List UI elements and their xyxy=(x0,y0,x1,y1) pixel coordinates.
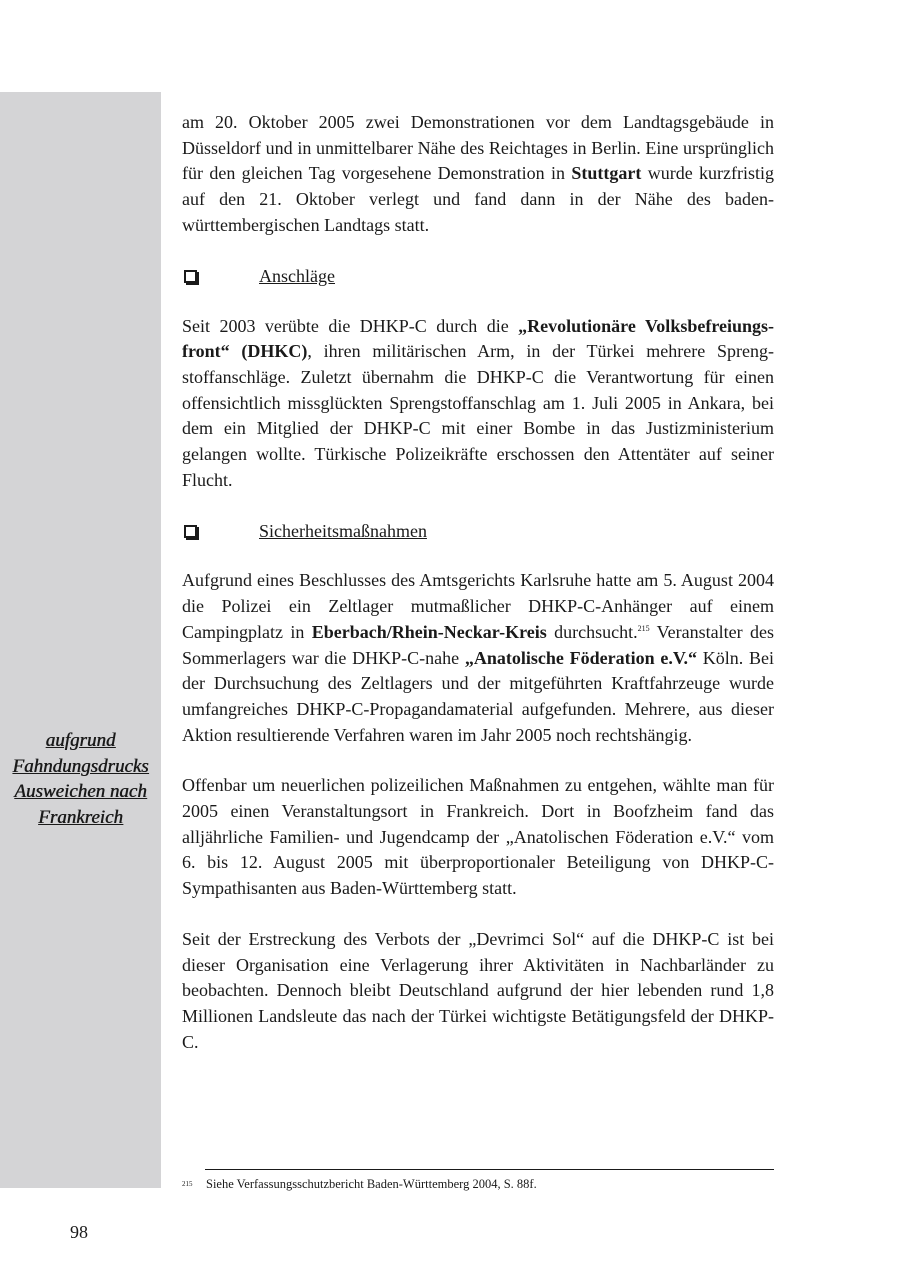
paragraph-anschlaege: Seit 2003 verübte die DHKP-C durch die „Revolutionäre Volksbefreiungsfront“ (DHKC), ihren militärischen Arm, in der Türkei mehrere Sprengstoffanschläge. Zuletzt übernahm die DHKP-C die Verantwortung für einen offensichtlich missglückten Sprengstoffanschlag am 1. Juli 2005 in Ankara, bei dem ein Mitglied der DHKP-C mit einer Bombe in das Justizministerium gelangen wollte. Türkische Polizeikräfte erschossen den Attentäter auf seiner Flucht. xyxy=(182,315,775,490)
checkbox-icon xyxy=(184,270,197,283)
page-number: 98 xyxy=(70,1222,88,1242)
margin-note-line: Ausweichen nach xyxy=(14,781,147,802)
margin-sidebar xyxy=(0,92,161,1188)
checkbox-icon xyxy=(184,525,197,538)
main-content xyxy=(182,110,774,1080)
section-heading-text: Anschläge xyxy=(259,265,335,286)
footnote-number: 215 xyxy=(182,1180,193,1188)
section-heading-text: Sicherheitsmaßnahmen xyxy=(259,520,427,541)
paragraph-sicherheit: Aufgrund eines Beschlusses des Amtsgerichts Karlsruhe hatte am 5. August 2004 die Polizei ein Zeltlager mutmaßlicher DHKP-C-Anhänger auf einem Campingplatz in Eberbach/Rhein-Neckar-Kreis durchsucht.$^{215}$ Veranstalter des Sommerlagers war die DHKP-C-nahe „Anatolische Föderation e.V.“ Köln. Bei der Durchsuchung des Zeltlagers und der mitgeführten Kraftfahrzeuge wurde umfangreiches DHKP-C-Propagandamaterial aufgefunden. Mehrere, aus dieser Aktion resultierende Verfahren waren im Jahr 2005 noch rechtshängig. xyxy=(182,570,774,745)
footnote xyxy=(182,1176,774,1192)
paragraph-demonstrations: am 20. Oktober 2005 zwei Demonstrationen vor dem Landtagsgebäude in Düsseldorf und in unmittelbarer Nähe des Reichtages in Berlin. Eine ursprünglich für den gleichen Tag vorgesehene Demonstration in Stuttgart wurde kurzfristig auf den 21. Oktober verlegt und fand dann in der Nähe des baden-württembergischen Landtags statt. xyxy=(182,112,775,235)
bold-organization: „Anatolische Föderation e.V.“ xyxy=(464,647,698,668)
margin-note xyxy=(0,728,161,830)
footnote-divider xyxy=(205,1169,774,1170)
footnote-reference: 215 xyxy=(637,623,650,633)
section-heading-anschlaege xyxy=(182,264,774,290)
bold-organization: „Revolutionäre Volksbefreiungsfront“ (DHKC) xyxy=(182,315,775,362)
bold-location: Eberbach/Rhein-Neckar-Kreis xyxy=(311,621,547,642)
footnote-text: Siehe Verfassungsschutzbericht Baden-Württemberg 2004, S. 88f. xyxy=(206,1177,537,1191)
margin-note-line: Frankreich xyxy=(38,806,123,828)
section-heading-sicherheit xyxy=(182,518,774,544)
paragraph-verbot: Seit der Erstreckung des Verbots der „Devrimci Sol“ auf die DHKP-C ist bei dieser Organisation eine Verlagerung ihrer Aktivitäten in Nachbarländer zu beobachten. Dennoch bleibt Deutschland aufgrund der hier lebenden rund 1,8 Millionen Landsleute das nach der Türkei wichtigste Betätigungsfeld der DHKP-C. xyxy=(182,928,774,1052)
paragraph-frankreich: Offenbar um neuerlichen polizeilichen Maßnahmen zu entgehen, wählte man für 2005 einen Veranstaltungsort in Frankreich. Dort in Boofzheim fand das alljährliche Familien- und Jugendcamp der „Anatolischen Föderation e.V.“ vom 6. bis 12. August 2005 mit überproportionaler Beteiligung von DHKP-C-Sympathisanten aus Baden-Württemberg statt. xyxy=(182,775,774,899)
bold-location: Stuttgart xyxy=(571,163,642,184)
margin-note-line: Fahndungsdrucks xyxy=(12,755,149,777)
margin-note-line: aufgrund xyxy=(45,730,116,751)
